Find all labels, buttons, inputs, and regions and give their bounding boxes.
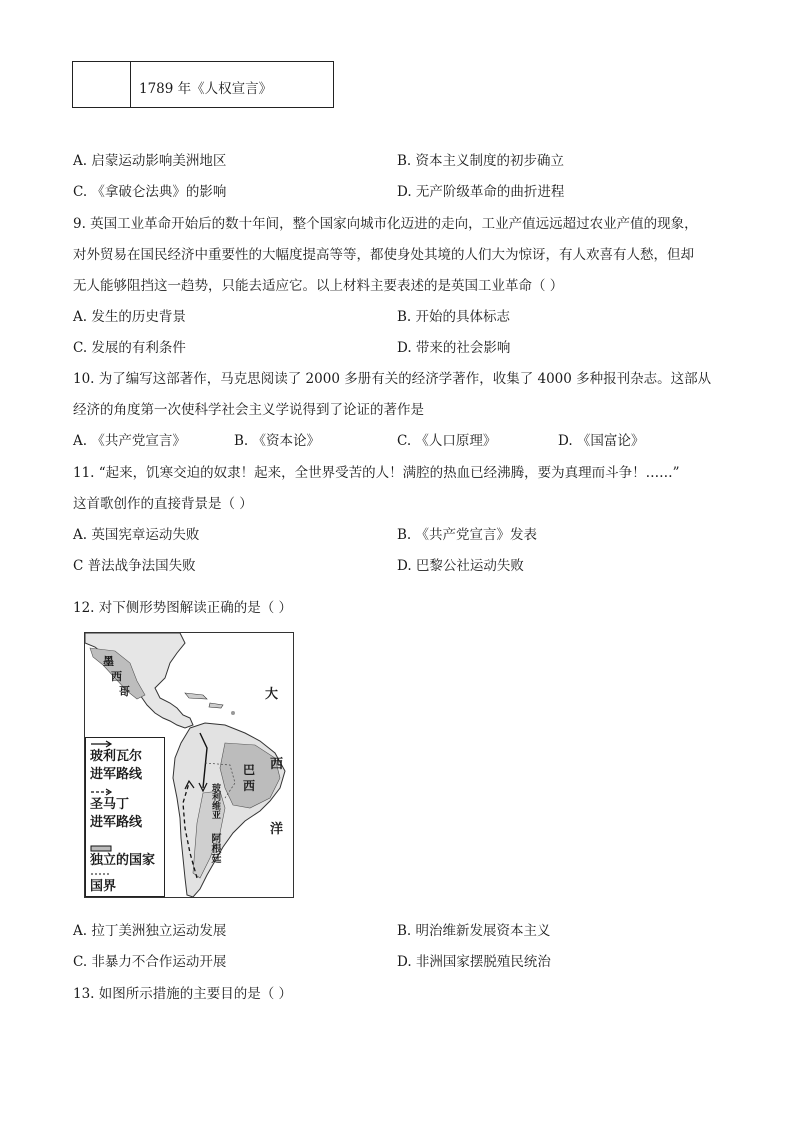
- q11-stem-line2: 这首歌创作的直接背景是（ ）: [73, 496, 253, 512]
- map-label-mexico-1: 墨: [103, 655, 114, 668]
- q10-option-d: D. 《国富论》: [558, 433, 645, 449]
- map-label-atlantic-2: 西: [270, 757, 284, 772]
- q12-stem: 12. 对下侧形势图解读正确的是（ ）: [73, 600, 293, 616]
- map-label-brazil-2: 西: [243, 779, 256, 793]
- q10-stem-line1: 10. 为了编写这部著作，马克思阅读了 2000 多册有关的经济学著作，收集了 4000 多种报刊杂志。这部从: [73, 371, 712, 387]
- q9-option-d: D. 带来的社会影响: [397, 340, 511, 356]
- legend-bolivar-line2: 进军路线: [90, 767, 143, 782]
- legend-bolivar-line1: 玻利瓦尔: [90, 749, 143, 764]
- q11-stem-line1: 11. “起来，饥寒交迫的奴隶！起来，全世界受苦的人！满腔的热血已经沸腾，要为真理而斗争！……”: [73, 465, 680, 481]
- map-label-atlantic-3: 洋: [270, 822, 284, 837]
- q10-option-a: A. 《共产党宣言》: [73, 433, 186, 449]
- map-label-argentina: 阿根廷: [209, 833, 220, 863]
- map-label-brazil-1: 巴: [243, 763, 256, 777]
- q8-option-b: B. 资本主义制度的初步确立: [397, 153, 565, 169]
- q13-stem: 13. 如图所示措施的主要目的是（ ）: [73, 986, 293, 1002]
- legend-independent: 独立的国家: [90, 853, 156, 868]
- map-label-mexico-3: 哥: [119, 685, 130, 698]
- q12-option-c: C. 非暴力不合作运动开展: [73, 954, 227, 970]
- q11-option-b: B. 《共产党宣言》发表: [397, 527, 538, 543]
- q12-option-b: B. 明治维新发展资本主义: [397, 923, 551, 939]
- q12-option-d: D. 非洲国家摆脱殖民统治: [397, 954, 551, 970]
- q9-stem-line1: 9. 英国工业革命开始后的数十年间，整个国家向城市化迈进的走向，工业产值远远超过农业产值的现象，: [73, 216, 698, 232]
- q8-option-d: D. 无产阶级革命的曲折进程: [397, 184, 565, 200]
- table-cell-text: 1789 年《人权宣言》: [139, 81, 273, 97]
- q9-option-a: A. 发生的历史背景: [73, 309, 186, 325]
- q9-stem-line2: 对外贸易在国民经济中重要性的大幅度提高等等，都使身处其境的人们大为惊讶，有人欢喜有人愁，但却: [73, 247, 694, 263]
- q11-option-d: D. 巴黎公社运动失败: [397, 558, 524, 574]
- legend-border: 国界: [90, 879, 117, 894]
- q8-option-a: A. 启蒙运动影响美洲地区: [73, 153, 227, 169]
- q9-stem-line3: 无人能够阻挡这一趋势，只能去适应它。以上材料主要表述的是英国工业革命（ ）: [73, 278, 564, 294]
- map-legend: [85, 737, 165, 897]
- q10-option-c: C. 《人口原理》: [397, 433, 497, 449]
- q9-option-b: B. 开始的具体标志: [397, 309, 511, 325]
- table-empty-cell: [73, 62, 131, 107]
- legend-sanmartin-line1: 圣马丁: [90, 797, 130, 812]
- info-table: [72, 61, 334, 108]
- q9-option-c: C. 发展的有利条件: [73, 340, 186, 356]
- q10-option-b: B. 《资本论》: [234, 433, 321, 449]
- q12-option-a: A. 拉丁美洲独立运动发展: [73, 923, 227, 939]
- map-label-bolivia: 玻利维亚: [210, 783, 220, 819]
- latin-america-independence-map: [84, 632, 294, 898]
- q11-option-a: A. 英国宪章运动失败: [73, 527, 200, 543]
- q11-option-c: C 普法战争法国失败: [73, 558, 196, 574]
- legend-sanmartin-line2: 进军路线: [90, 815, 143, 830]
- q10-stem-line2: 经济的角度第一次使科学社会主义学说得到了论证的著作是: [73, 402, 424, 418]
- map-label-atlantic-1: 大: [265, 687, 279, 702]
- q8-option-c: C. 《拿破仑法典》的影响: [73, 184, 227, 200]
- map-label-mexico-2: 西: [111, 670, 122, 683]
